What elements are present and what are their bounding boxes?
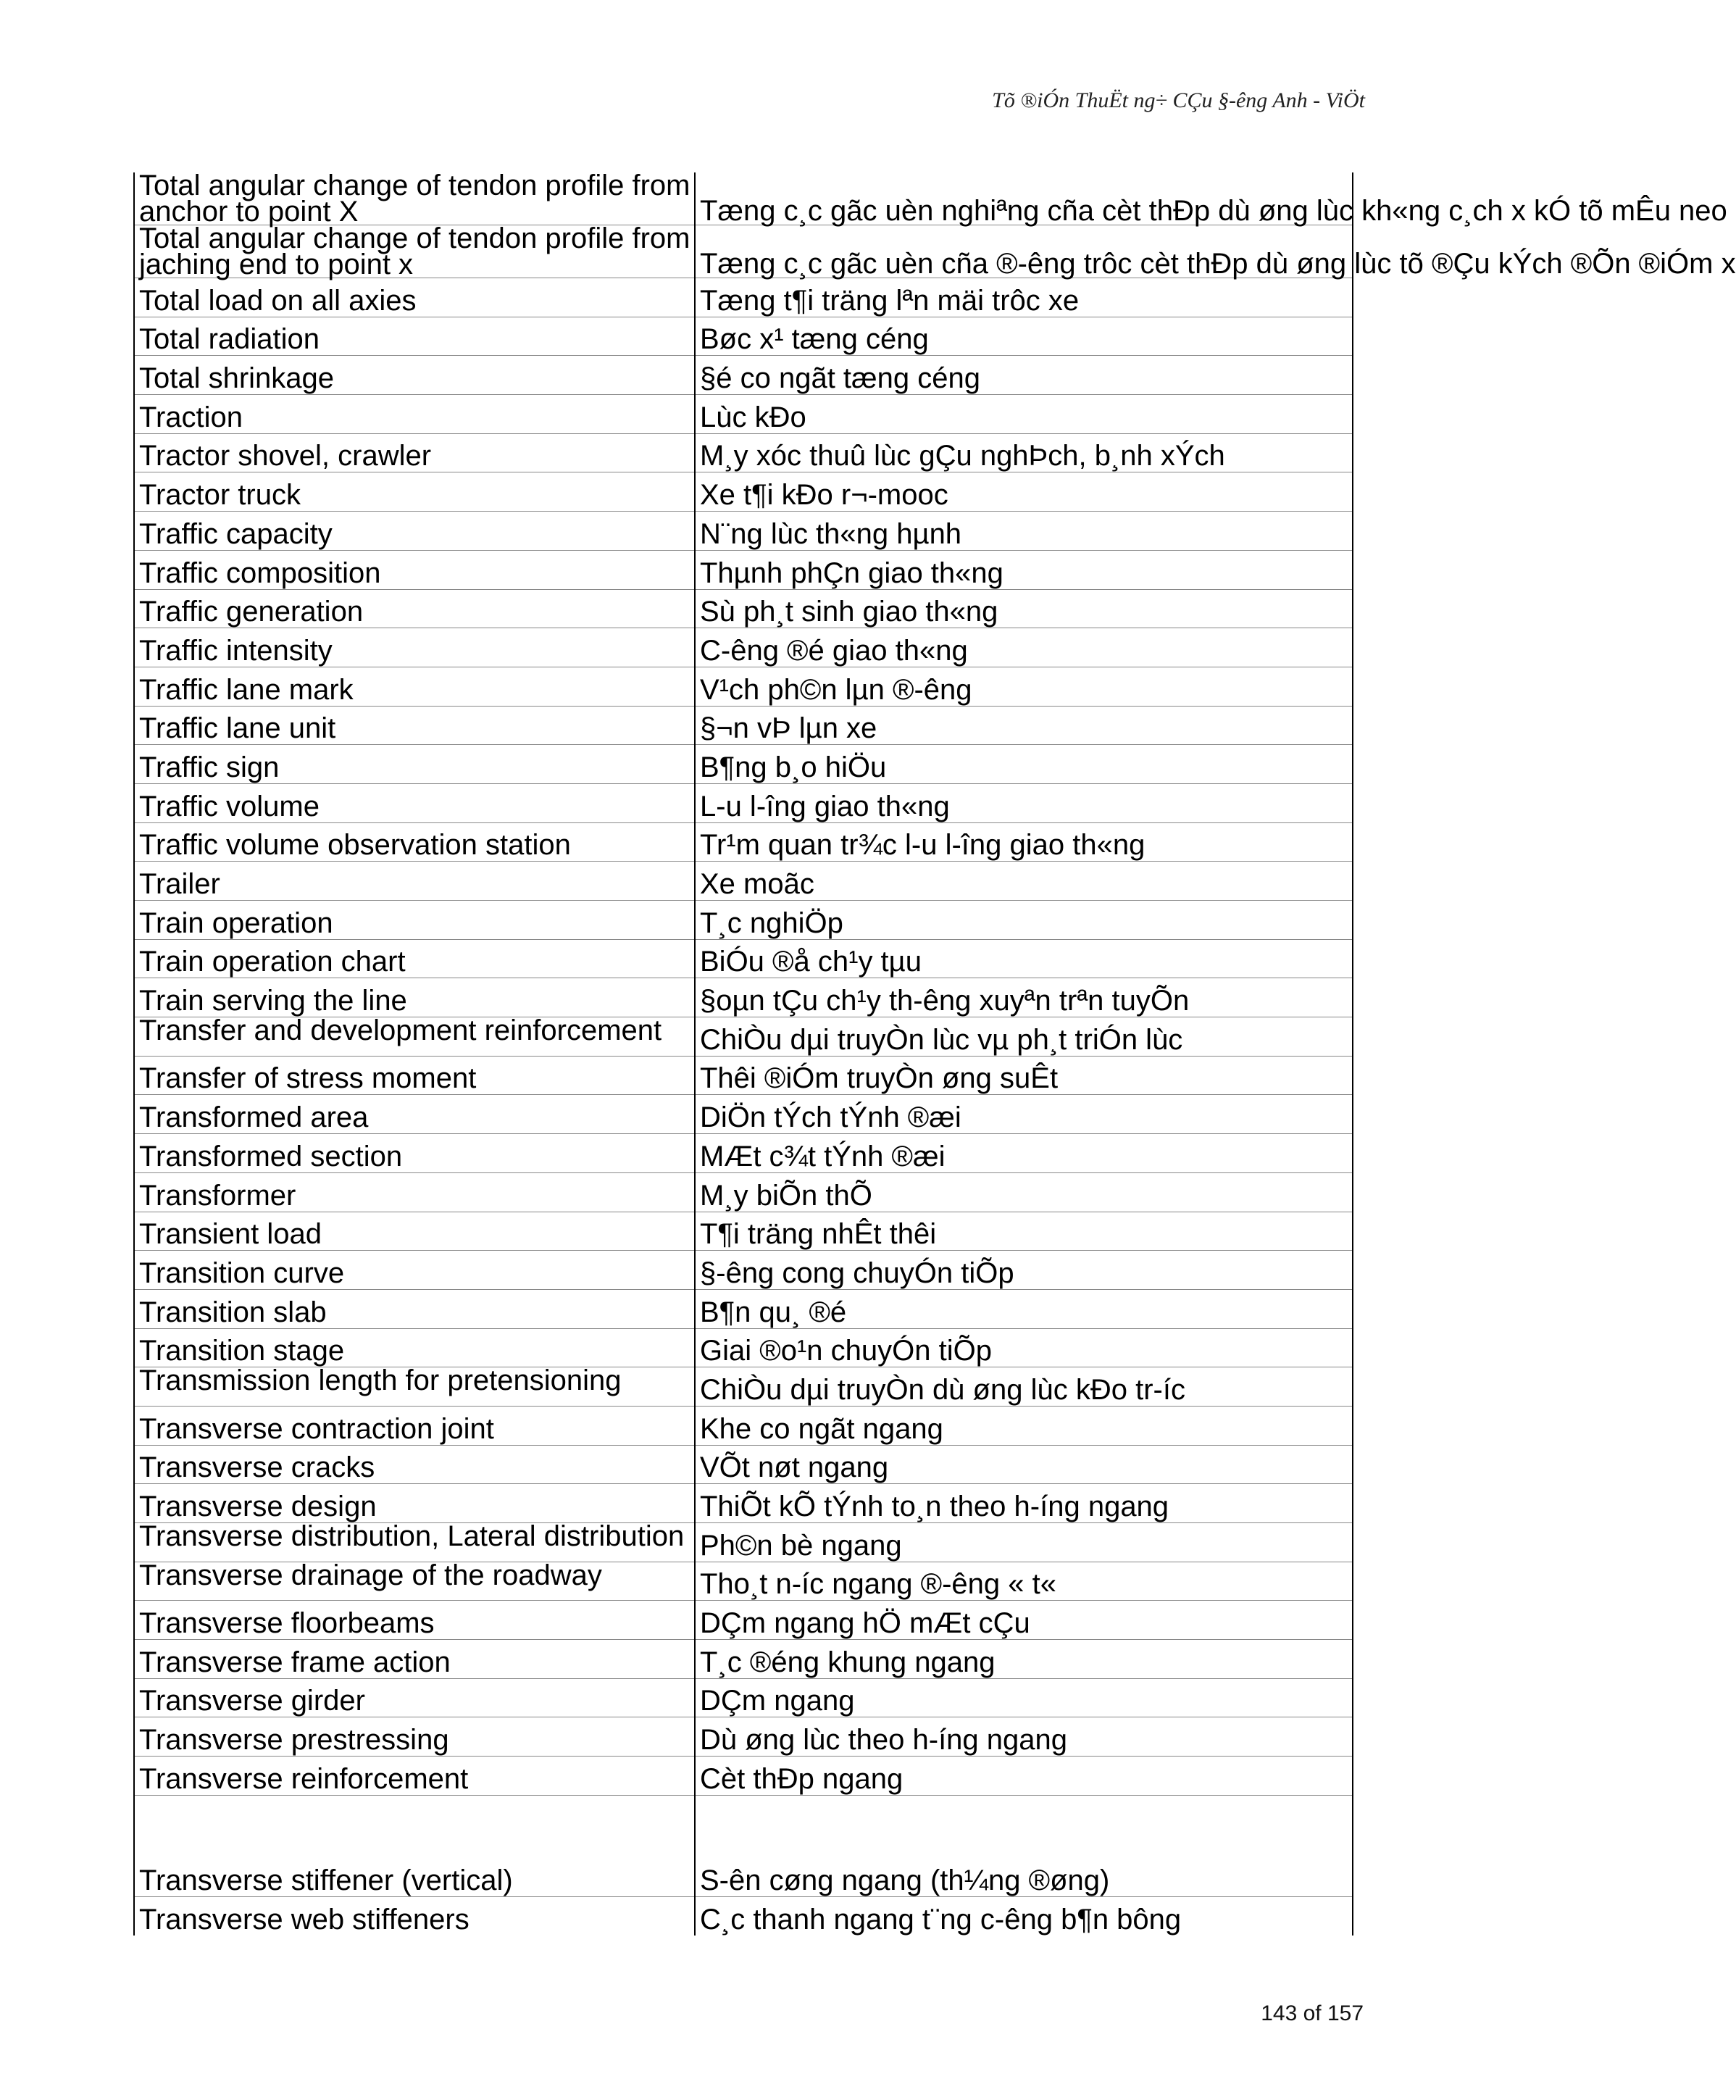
english-term: Total radiation xyxy=(134,317,695,356)
vietnamese-term: Tr¹m quan tr¾c l-u l-îng giao th«ng xyxy=(695,822,1353,862)
vietnamese-term: §é co ngãt tæng céng xyxy=(695,356,1353,395)
table-row xyxy=(134,1757,1353,1796)
vietnamese-term: Tæng t¶i träng lªn mäi trôc xe xyxy=(695,278,1353,317)
vietnamese-term: Khe co ngãt ngang xyxy=(695,1406,1353,1445)
english-term: Transverse reinforcement xyxy=(134,1757,695,1796)
table-row xyxy=(134,395,1353,434)
english-term: Traffic generation xyxy=(134,589,695,628)
vietnamese-term: Tho¸t n-íc ngang ®-êng « t« xyxy=(695,1562,1353,1601)
vietnamese-term: DÇm ngang hÖ mÆt cÇu xyxy=(695,1601,1353,1640)
english-term: Train operation xyxy=(134,901,695,940)
english-term: Transfer of stress moment xyxy=(134,1056,695,1095)
english-term: Traffic volume observation station xyxy=(134,822,695,862)
table-row xyxy=(134,1251,1353,1290)
table-row xyxy=(134,1017,1353,1057)
vietnamese-term: VÕt nøt ngang xyxy=(695,1445,1353,1484)
vietnamese-term: Dù øng lùc theo h-íng ngang xyxy=(695,1717,1353,1757)
vietnamese-term: N¨ng lùc th«ng hµnh xyxy=(695,512,1353,551)
table-row xyxy=(134,1212,1353,1251)
vietnamese-term: Tæng c¸c gãc uèn cña ®-êng trôc cèt thÐp dù øng lùc tõ ®Çu kÝch ®Õn ®iÓm x xyxy=(695,225,1353,278)
english-term: Traffic composition xyxy=(134,550,695,589)
english-term: Transverse prestressing xyxy=(134,1717,695,1757)
vietnamese-term: Thµnh phÇn giao th«ng xyxy=(695,550,1353,589)
english-term: Transverse frame action xyxy=(134,1640,695,1679)
table-row xyxy=(134,225,1353,278)
table-row xyxy=(134,901,1353,940)
table-row xyxy=(134,1406,1353,1445)
english-term: Traffic lane unit xyxy=(134,706,695,745)
english-term: Total angular change of tendon profile from anchor to point X xyxy=(134,172,695,225)
table-row xyxy=(134,1562,1353,1601)
table-row xyxy=(134,278,1353,317)
table-row xyxy=(134,472,1353,512)
english-term: Transverse design xyxy=(134,1484,695,1523)
english-term: Transverse cracks xyxy=(134,1445,695,1484)
table-row xyxy=(134,667,1353,706)
table-row xyxy=(134,706,1353,745)
vietnamese-term: L-u l-îng giao th«ng xyxy=(695,783,1353,822)
table-row xyxy=(134,589,1353,628)
glossary-table xyxy=(133,170,1736,1936)
english-term: Traffic intensity xyxy=(134,628,695,667)
vietnamese-term: Lùc kÐo xyxy=(695,395,1353,434)
english-term: Transverse girder xyxy=(134,1678,695,1717)
table-row xyxy=(134,1328,1353,1367)
vietnamese-term: V¹ch ph©n lµn ®-êng xyxy=(695,667,1353,706)
english-term: Transverse distribution, Lateral distribution xyxy=(134,1523,695,1562)
english-term: Transition curve xyxy=(134,1251,695,1290)
table-row xyxy=(134,978,1353,1017)
table-row xyxy=(134,939,1353,978)
english-term: Train operation chart xyxy=(134,939,695,978)
page-header: Tõ ®iÓn ThuËt ng÷ CÇu §-êng Anh - ViÖt xyxy=(992,88,1365,112)
vietnamese-term: Xe t¶i kÐo r¬-mooc xyxy=(695,472,1353,512)
vietnamese-term: Giai ®o¹n chuyÓn tiÕp xyxy=(695,1328,1353,1367)
english-term: Transient load xyxy=(134,1212,695,1251)
vietnamese-term: T¶i träng nhÊt thêi xyxy=(695,1212,1353,1251)
english-term: Train serving the line xyxy=(134,978,695,1017)
english-term: Transverse web stiffeners xyxy=(134,1896,695,1936)
english-term: Transformed area xyxy=(134,1095,695,1134)
vietnamese-term: §¬n vÞ lµn xe xyxy=(695,706,1353,745)
vietnamese-term: C¸c thanh ngang t¨ng c-êng b¶n bông xyxy=(695,1896,1353,1936)
table-row xyxy=(134,1445,1353,1484)
english-term: Transverse floorbeams xyxy=(134,1601,695,1640)
vietnamese-term: DiÖn tÝch tÝnh ®æi xyxy=(695,1095,1353,1134)
table-row xyxy=(134,1134,1353,1173)
english-term: Transfer and development reinforcement xyxy=(134,1017,695,1057)
vietnamese-term: T¸c nghiÖp xyxy=(695,901,1353,940)
vietnamese-term: ChiÒu dµi truyÒn lùc vµ ph¸t triÓn lùc xyxy=(695,1017,1353,1057)
english-term: Traffic sign xyxy=(134,745,695,784)
table-row xyxy=(134,1095,1353,1134)
english-term: Trailer xyxy=(134,862,695,901)
table-row xyxy=(134,512,1353,551)
english-term: Transverse drainage of the roadway xyxy=(134,1562,695,1601)
english-term: Traffic capacity xyxy=(134,512,695,551)
table-row xyxy=(134,433,1353,472)
table-row xyxy=(134,1172,1353,1212)
table-row xyxy=(134,1717,1353,1757)
vietnamese-term: MÆt c¾t tÝnh ®æi xyxy=(695,1134,1353,1173)
table-row xyxy=(134,745,1353,784)
table-row xyxy=(134,1640,1353,1679)
table-row xyxy=(134,1795,1353,1896)
english-term: Transverse contraction joint xyxy=(134,1406,695,1445)
table-row xyxy=(134,1678,1353,1717)
table-row xyxy=(134,1367,1353,1407)
table-row xyxy=(134,1896,1353,1936)
vietnamese-term: Cèt thÐp ngang xyxy=(695,1757,1353,1796)
english-term: Traction xyxy=(134,395,695,434)
english-term: Transition slab xyxy=(134,1289,695,1328)
english-term: Traffic lane mark xyxy=(134,667,695,706)
english-term: Transverse stiffener (vertical) xyxy=(134,1795,695,1896)
english-term: Transmission length for pretensioning xyxy=(134,1367,695,1407)
vietnamese-term: M¸y biÕn thÕ xyxy=(695,1172,1353,1212)
table-row xyxy=(134,1289,1353,1328)
table-row xyxy=(134,822,1353,862)
vietnamese-term: T¸c ®éng khung ngang xyxy=(695,1640,1353,1679)
english-term: Total load on all axies xyxy=(134,278,695,317)
vietnamese-term: BiÓu ®å ch¹y tµu xyxy=(695,939,1353,978)
page-number: 143 of 157 xyxy=(1261,2001,1364,2025)
vietnamese-term: Bøc x¹ tæng céng xyxy=(695,317,1353,356)
vietnamese-term: §-êng cong chuyÓn tiÕp xyxy=(695,1251,1353,1290)
table-row xyxy=(134,172,1353,225)
english-term: Transformed section xyxy=(134,1134,695,1173)
table-row xyxy=(134,628,1353,667)
vietnamese-term: Sù ph¸t sinh giao th«ng xyxy=(695,589,1353,628)
vietnamese-term: B¶ng b¸o hiÖu xyxy=(695,745,1353,784)
english-term: Transformer xyxy=(134,1172,695,1212)
vietnamese-term: C-êng ®é giao th«ng xyxy=(695,628,1353,667)
table-row xyxy=(134,550,1353,589)
english-term: Transition stage xyxy=(134,1328,695,1367)
table-row xyxy=(134,862,1353,901)
table-row xyxy=(134,356,1353,395)
vietnamese-term: ChiÒu dµi truyÒn dù øng lùc kÐo tr-íc xyxy=(695,1367,1353,1407)
vietnamese-term: Ph©n bè ngang xyxy=(695,1523,1353,1562)
english-term: Total angular change of tendon profile from jaching end to point x xyxy=(134,225,695,278)
table-row xyxy=(134,1484,1353,1523)
english-term: Tractor truck xyxy=(134,472,695,512)
vietnamese-term: M¸y xóc thuû lùc gÇu nghÞch, b¸nh xÝch xyxy=(695,433,1353,472)
table-row xyxy=(134,1056,1353,1095)
vietnamese-term: DÇm ngang xyxy=(695,1678,1353,1717)
vietnamese-term: S-ên cøng ngang (th¼ng ®øng) xyxy=(695,1795,1353,1896)
english-term: Total shrinkage xyxy=(134,356,695,395)
vietnamese-term: Tæng c¸c gãc uèn nghiªng cña cèt thÐp dù øng lùc kh«ng c¸ch x kÓ tõ mÊu neo xyxy=(695,172,1353,225)
table-row xyxy=(134,317,1353,356)
vietnamese-term: §oµn tÇu ch¹y th-êng xuyªn trªn tuyÕn xyxy=(695,978,1353,1017)
english-term: Traffic volume xyxy=(134,783,695,822)
vietnamese-term: Thêi ®iÓm truyÒn øng suÊt xyxy=(695,1056,1353,1095)
english-term: Tractor shovel, crawler xyxy=(134,433,695,472)
vietnamese-term: ThiÕt kÕ tÝnh to¸n theo h-íng ngang xyxy=(695,1484,1353,1523)
table-row xyxy=(134,1601,1353,1640)
table-row xyxy=(134,1523,1353,1562)
vietnamese-term: B¶n qu¸ ®é xyxy=(695,1289,1353,1328)
table-row xyxy=(134,783,1353,822)
vietnamese-term: Xe moãc xyxy=(695,862,1353,901)
